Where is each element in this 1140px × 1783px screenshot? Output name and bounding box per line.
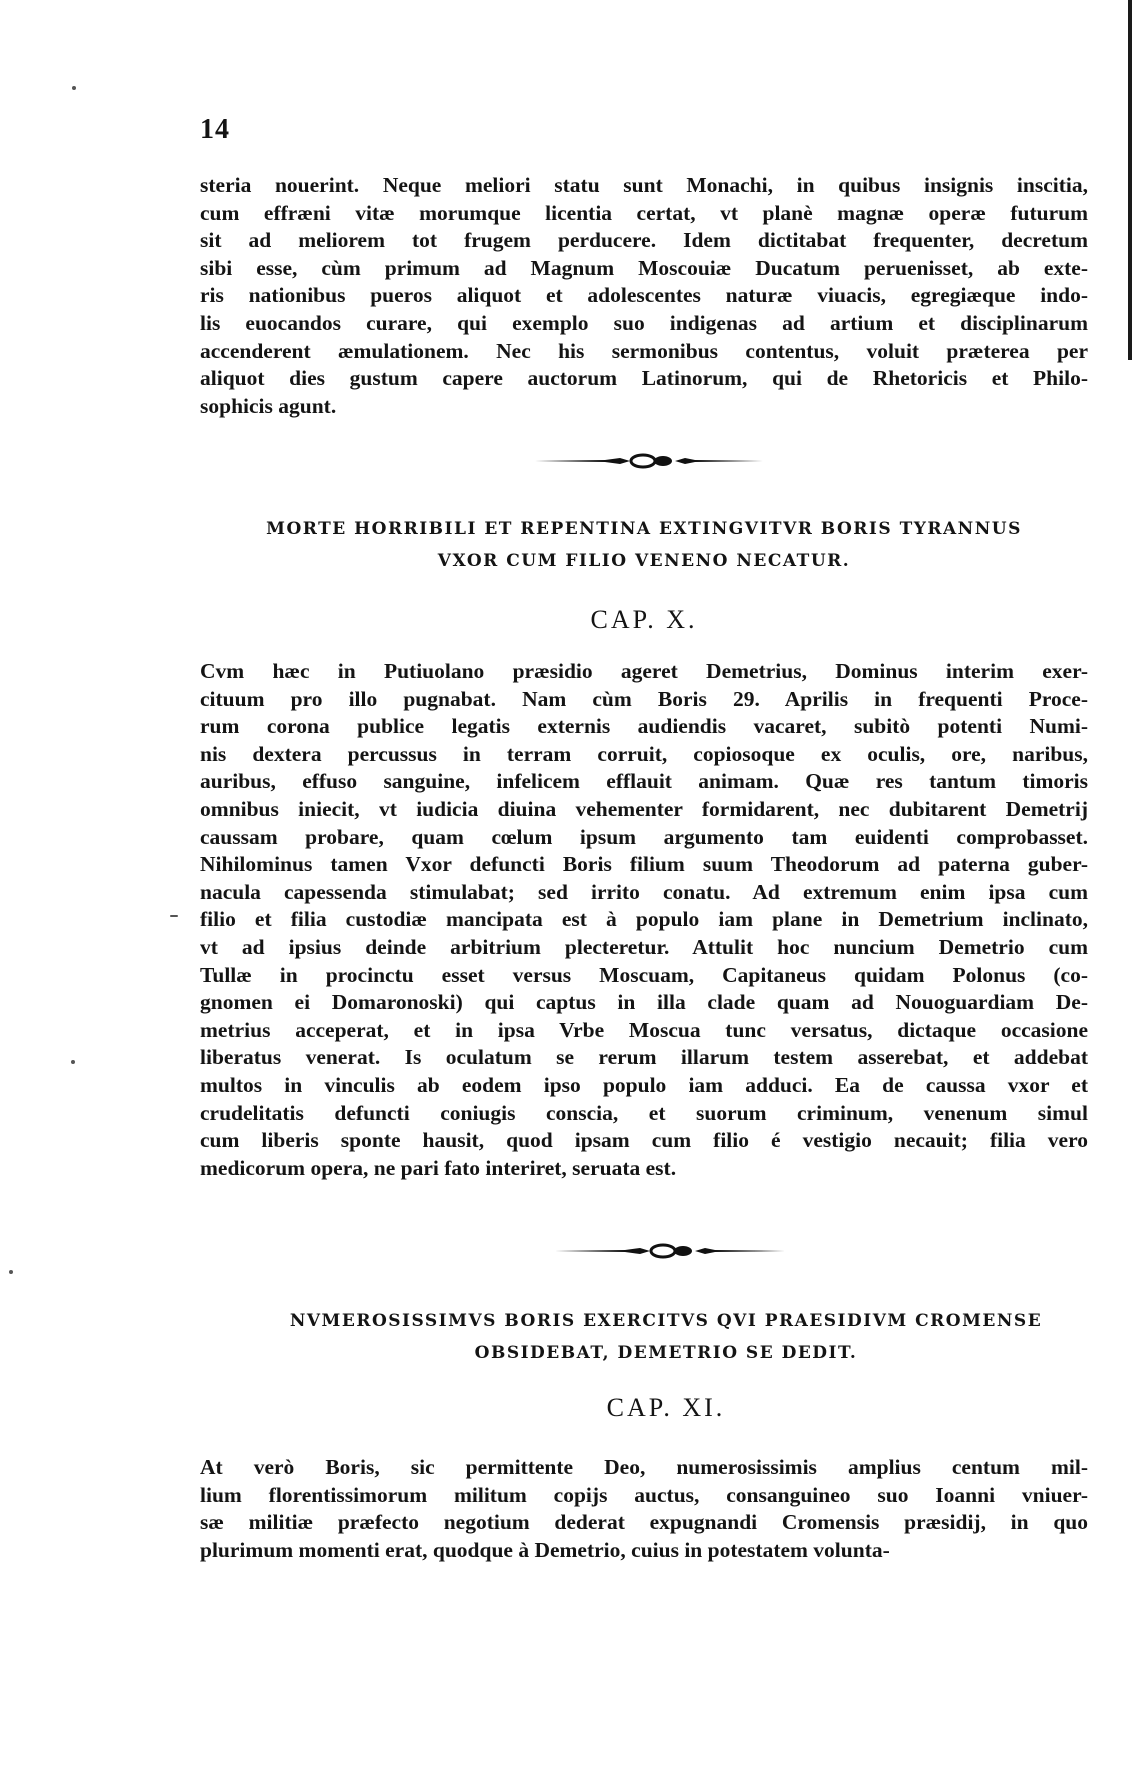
text-line: omnibus iniecit, vt iudicia diuina vehementer formidarent, nec dubitarent Demetrij: [200, 796, 1088, 821]
text-line: metrius acceperat, et in ipsa Vrbe Moscua tunc versatus, dictaque occasione: [200, 1017, 1088, 1042]
heading-line: MORTE HORRIBILI ET REPENTINA EXTINGVITVR BORIS TYRANNUS: [266, 519, 1022, 539]
text-line: Nihilominus tamen Vxor defuncti Boris filium suum Theodorum ad paterna guber-: [200, 852, 1088, 877]
heading-line: VXOR CUM FILIO VENENO NECATUR.: [437, 551, 851, 571]
text-line: medicorum opera, ne pari fato interiret, seruata est.: [200, 1155, 677, 1180]
chapter-x-number: CAP. X.: [590, 605, 698, 634]
chapter-x-paragraph: [200, 658, 1088, 1182]
ornament-divider-2: [555, 1243, 785, 1259]
text-line: sit ad meliorem tot frugem perducere. Idem dictitabat frequenter, decretum: [200, 228, 1088, 253]
chapter-x-heading: [200, 513, 1088, 577]
ornament-divider-1: [535, 453, 765, 469]
text-line: accenderent æmulationem. Nec his sermonibus contentus, voluit præterea per: [200, 338, 1088, 363]
intro-paragraph: [200, 172, 1088, 420]
page-number: 14: [200, 114, 230, 145]
text-line: plurimum momenti erat, quodque à Demetrio, cuius in potestatem volunta-: [200, 1537, 890, 1562]
text-line: multos in vinculis ab eodem ipso populo iam adduci. Ea de caussa vxor et: [200, 1072, 1088, 1097]
text-line: Cvm hæc in Putiuolano præsidio ageret Demetrius, Dominus interim exer-: [200, 659, 1088, 683]
text-line: sibi esse, cùm primum ad Magnum Moscouiæ Ducatum peruenisset, ab exte-: [200, 255, 1088, 280]
heading-line: NVMEROSISSIMVS BORIS EXERCITVS QVI PRAESIDIVM CROMENSE: [289, 1311, 1043, 1331]
margin-speck: [72, 86, 76, 90]
text-line: cituum pro illo pugnabat. Nam cùm Boris 29. Aprilis in frequenti Proce-: [200, 686, 1088, 711]
text-line: crudelitatis defuncti coniugis conscia, et suorum criminum, venenum simul: [200, 1100, 1088, 1125]
text-line: liberatus venerat. Is oculatum se rerum illarum testem asserebat, et addebat: [200, 1045, 1088, 1070]
chapter-xi-number: CAP. XI.: [606, 1393, 726, 1422]
text-line: At verò Boris, sic permittente Deo, numerosissimis amplius centum mil-: [200, 1455, 1088, 1479]
text-line: cum effræni vitæ morumque licentia certat, vt planè magnæ operæ futurum: [200, 200, 1088, 225]
text-line: aliquot dies gustum capere auctorum Latinorum, qui de Rhetoricis et Philo-: [200, 366, 1088, 391]
text-line: caussam probare, quam cœlum ipsum argumento tam euidenti comprobasset.: [200, 824, 1088, 849]
text-line: vt ad ipsius deinde arbitrium plecteretur. Attulit hoc nuncium Demetrio cum: [200, 934, 1088, 959]
chapter-xi-paragraph: [200, 1454, 1088, 1564]
text-line: cum liberis sponte hausit, quod ipsam cum filio é vestigio necauit; filia vero: [200, 1128, 1088, 1153]
text-line: auribus, effuso sanguine, infelicem efflauit animam. Quæ res tantum timoris: [200, 769, 1088, 794]
text-line: lium florentissimorum militum copijs auctus, consanguineo suo Ioanni vniuer-: [200, 1482, 1088, 1507]
text-line: nis dextera percussus in terram corruit, copiosoque ex oculis, ore, naribus,: [200, 741, 1088, 766]
margin-speck: [170, 915, 178, 917]
text-line: ris nationibus pueros aliquot et adolescentes naturæ viuacis, egregiæque indo-: [200, 283, 1088, 308]
text-line: filio et filia custodiæ mancipata est à populo iam plane in Demetrium inclinato,: [200, 907, 1088, 932]
text-line: steria nouerint. Neque meliori statu sunt Monachi, in quibus insignis inscitia,: [200, 173, 1088, 197]
text-line: gnomen ei Domaronoski) qui captus in illa clade quam ad Nouoguardiam De-: [200, 990, 1088, 1015]
text-line: Tullæ in procinctu esset versus Moscuam, Capitaneus quidam Polonus (co-: [200, 962, 1088, 987]
chapter-xi-heading: [222, 1305, 1110, 1369]
text-line: rum corona publice legatis externis audiendis vacaret, subitò potenti Numi-: [200, 714, 1088, 739]
margin-speck: [71, 1060, 75, 1064]
text-line: nacula capessenda stimulabat; sed irrito conatu. Ad extremum enim ipsa cum: [200, 879, 1088, 904]
page-edge-line: [1128, 0, 1132, 360]
margin-speck: [9, 1270, 13, 1274]
text-line: sæ militiæ præfecto negotium dederat expugnandi Cromensis præsidij, in quo: [200, 1510, 1088, 1535]
heading-line: OBSIDEBAT, DEMETRIO SE DEDIT.: [474, 1343, 858, 1363]
text-line: sophicis agunt.: [200, 393, 337, 418]
text-line: lis euocandos curare, qui exemplo suo indigenas ad artium et disciplinarum: [200, 310, 1088, 335]
